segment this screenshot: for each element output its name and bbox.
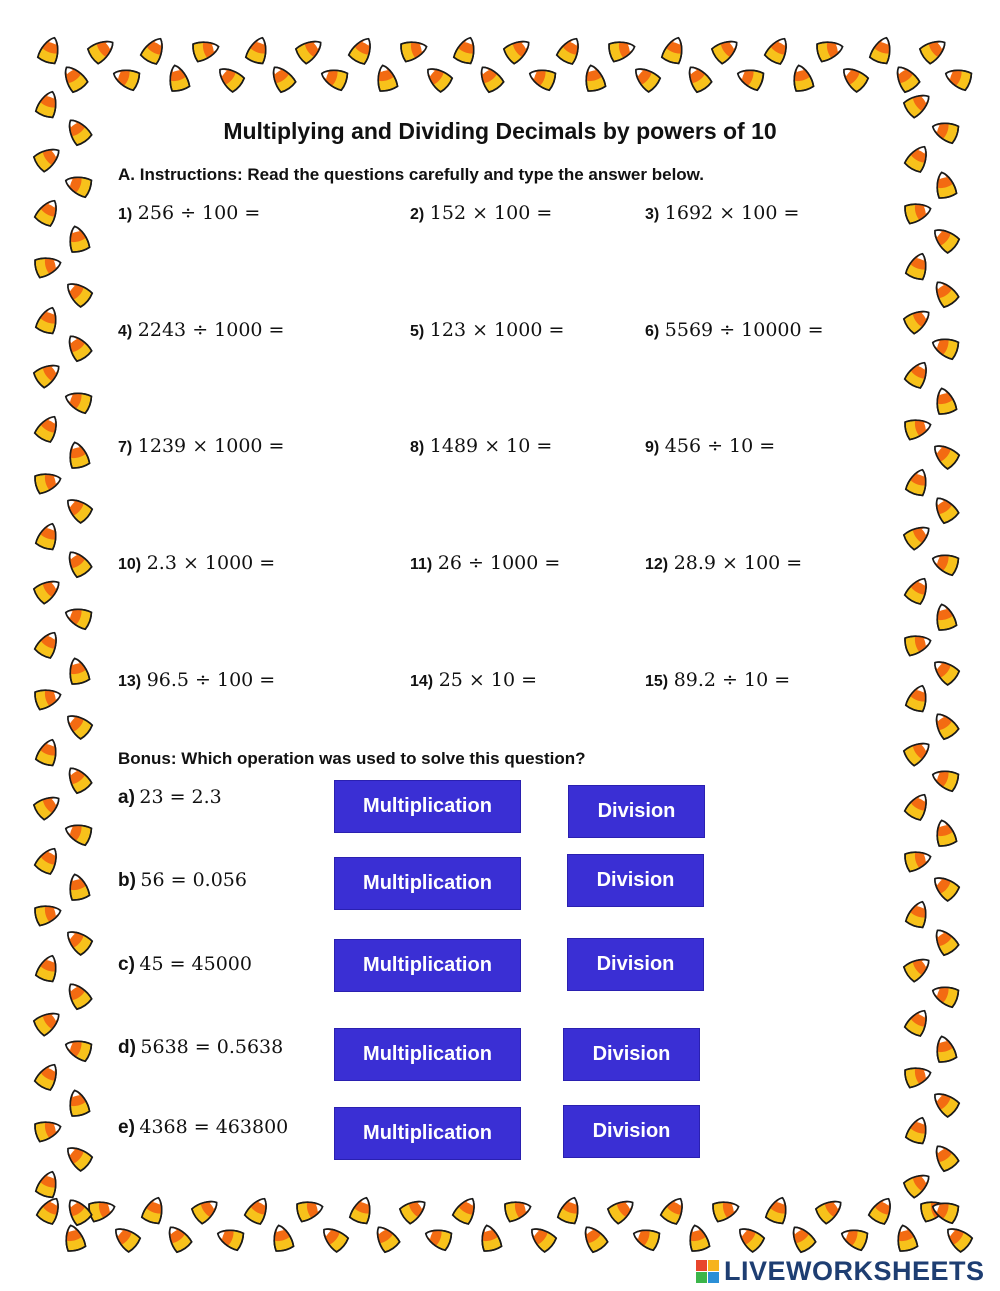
bonus-title: Bonus: Which operation was used to solve this question? [118, 749, 586, 768]
candy-corn-icon [904, 632, 933, 656]
candy-corn-icon [62, 278, 93, 308]
candy-corn-icon [163, 1222, 193, 1253]
candy-corn-icon [903, 521, 934, 551]
candy-corn-icon [930, 766, 960, 792]
question-10 [118, 552, 275, 575]
candy-corn-icon [33, 575, 64, 605]
candy-corn-icon [215, 1225, 245, 1251]
candy-corn-icon [36, 1194, 65, 1225]
candy-corn-icon [66, 224, 90, 253]
candy-corn-icon [62, 926, 93, 956]
candy-corn-icon [35, 89, 61, 119]
division-button-e[interactable]: Division [563, 1105, 700, 1158]
question-expression: 456 ÷ 10 = [664, 435, 776, 457]
candy-corn-icon [63, 172, 93, 198]
candy-corn-icon [686, 1223, 710, 1252]
candy-corn-icon [904, 200, 933, 224]
division-button-a[interactable]: Division [568, 785, 705, 838]
candy-corn-icon [66, 872, 90, 901]
candy-corn-icon [475, 62, 505, 93]
candy-corn-icon [295, 35, 326, 65]
question-5 [410, 319, 564, 342]
candy-corn-icon [34, 412, 63, 443]
candy-corn-icon [660, 1194, 689, 1225]
question-expression: 1239 × 1000 = [137, 435, 285, 457]
question-6 [645, 319, 824, 342]
candy-corn-icon [319, 65, 349, 91]
candy-corn-icon [400, 38, 429, 62]
candy-corn-icon [270, 1223, 294, 1252]
candy-corn-icon [192, 38, 221, 62]
candy-corn-icon [839, 1225, 869, 1251]
candy-corn-icon [943, 65, 973, 91]
question-9 [645, 435, 775, 458]
candy-corn-icon [630, 63, 661, 93]
candy-corn-icon [478, 1223, 502, 1252]
candy-corn-icon [422, 63, 453, 93]
question-number: 3) [645, 206, 660, 223]
candy-corn-icon [35, 737, 61, 767]
question-number: 14) [410, 673, 434, 690]
candy-corn-icon [111, 65, 141, 91]
candy-corn-icon [904, 848, 933, 872]
question-number: 13) [118, 673, 142, 690]
candy-corn-icon [607, 1195, 638, 1225]
bonus-question-expression: 23 = 2.3 [139, 786, 222, 808]
multiplication-button-d[interactable]: Multiplication [334, 1028, 521, 1081]
bonus-question-number: e) [118, 1117, 135, 1138]
bonus-question-number: c) [118, 954, 135, 975]
candy-corn-icon [66, 656, 90, 685]
candy-corn-icon [88, 1198, 117, 1222]
candy-corn-icon [526, 1223, 557, 1253]
question-number: 6) [645, 323, 660, 340]
candy-corn-icon [267, 62, 297, 93]
bonus-question-expression: 5638 = 0.5638 [140, 1036, 284, 1058]
candy-corn-icon [66, 1088, 90, 1117]
candy-corn-icon [933, 602, 957, 631]
candy-corn-icon [903, 953, 934, 983]
candy-corn-icon [711, 35, 742, 65]
candy-corn-icon [62, 494, 93, 524]
candy-corn-icon [905, 899, 931, 929]
liveworksheets-logo-icon [696, 1260, 720, 1284]
candy-corn-icon [34, 902, 63, 926]
multiplication-button-e[interactable]: Multiplication [334, 1107, 521, 1160]
candy-corn-icon [62, 710, 93, 740]
bonus-question-number: b) [118, 870, 136, 891]
candy-corn-icon [787, 1222, 817, 1253]
bonus-question-expression: 45 = 45000 [139, 953, 252, 975]
candy-corn-icon [63, 604, 93, 630]
question-number: 12) [645, 556, 669, 573]
candy-corn-icon [34, 470, 63, 494]
candy-corn-icon [930, 1198, 960, 1224]
candy-corn-icon [296, 1198, 325, 1222]
question-number: 1) [118, 206, 133, 223]
candy-corn-icon [790, 63, 814, 92]
candy-corn-icon [34, 628, 63, 659]
question-12 [645, 552, 802, 575]
question-expression: 89.2 ÷ 10 = [673, 669, 791, 691]
question-expression: 5569 ÷ 10000 = [664, 319, 824, 341]
bonus-question-number: d) [118, 1037, 136, 1058]
question-2 [410, 202, 552, 225]
division-button-c[interactable]: Division [567, 938, 704, 991]
candy-corn-icon [35, 521, 61, 551]
candy-corn-icon [904, 574, 933, 605]
candy-corn-icon [33, 1007, 64, 1037]
candy-corn-icon [608, 38, 637, 62]
candy-corn-icon [348, 34, 377, 65]
candy-corn-icon [905, 683, 931, 713]
candy-corn-icon [63, 820, 93, 846]
bonus-question-number: a) [118, 787, 135, 808]
candy-corn-icon [191, 1195, 222, 1225]
candy-corn-icon [34, 686, 63, 710]
candy-corn-icon [631, 1225, 661, 1251]
bonus-question-expression: 56 = 0.056 [140, 869, 247, 891]
candy-corn-icon [903, 1169, 934, 1199]
question-expression: 123 × 1000 = [429, 319, 565, 341]
candy-corn-icon [557, 1195, 583, 1225]
candy-corn-icon [904, 358, 933, 389]
candy-corn-icon [63, 1195, 93, 1226]
candy-corn-icon [930, 493, 960, 524]
question-8 [410, 435, 552, 458]
candy-corn-icon [903, 737, 934, 767]
candy-corn-icon [140, 34, 169, 65]
question-7 [118, 435, 284, 458]
candy-corn-icon [930, 1141, 960, 1172]
candy-corn-icon [374, 63, 398, 92]
candy-corn-icon [35, 1169, 61, 1199]
candy-corn-icon [929, 872, 960, 902]
candy-corn-icon [930, 277, 960, 308]
candy-corn-icon [63, 763, 93, 794]
candy-corn-icon [35, 953, 61, 983]
question-expression: 1692 × 100 = [664, 202, 800, 224]
candy-corn-icon [63, 547, 93, 578]
candy-corn-icon [556, 34, 585, 65]
instructions: A. Instructions: Read the questions carefully and type the answer below. [118, 165, 704, 184]
candy-corn-icon [904, 790, 933, 821]
question-14 [410, 669, 537, 692]
candy-corn-icon [869, 35, 895, 65]
candy-corn-icon [905, 467, 931, 497]
question-11 [410, 552, 560, 575]
candy-corn-icon [933, 386, 957, 415]
bonus-question-d [118, 1036, 283, 1059]
candy-corn-icon [579, 1222, 609, 1253]
candy-corn-icon [891, 62, 921, 93]
bonus-question-expression: 4368 = 463800 [139, 1116, 289, 1138]
candy-corn-icon [942, 1223, 973, 1253]
question-4 [118, 319, 284, 342]
candy-corn-icon [214, 63, 245, 93]
candy-corn-icon [904, 416, 933, 440]
candy-corn-icon [87, 35, 118, 65]
candy-corn-icon [661, 35, 687, 65]
question-number: 4) [118, 323, 133, 340]
liveworksheets-logo [696, 1256, 985, 1287]
candy-corn-icon [933, 170, 957, 199]
question-number: 2) [410, 206, 425, 223]
candy-corn-icon [933, 818, 957, 847]
candy-corn-icon [815, 1195, 846, 1225]
question-expression: 2.3 × 1000 = [146, 552, 276, 574]
candy-corn-icon [34, 1118, 63, 1142]
question-number: 7) [118, 439, 133, 456]
candy-corn-icon [735, 65, 765, 91]
candy-corn-icon [929, 656, 960, 686]
candy-corn-icon [244, 1194, 273, 1225]
candy-corn-icon [903, 305, 934, 335]
question-1 [118, 202, 260, 225]
question-expression: 152 × 100 = [429, 202, 553, 224]
candy-corn-icon [452, 1194, 481, 1225]
question-number: 11) [410, 556, 433, 573]
candy-corn-icon [919, 35, 950, 65]
candy-corn-icon [33, 791, 64, 821]
question-3 [645, 202, 799, 225]
question-expression: 256 ÷ 100 = [137, 202, 261, 224]
candy-corn-icon [349, 1195, 375, 1225]
candy-corn-icon [63, 388, 93, 414]
question-number: 8) [410, 439, 425, 456]
candy-corn-icon [929, 1088, 960, 1118]
candy-corn-icon [904, 1006, 933, 1037]
question-expression: 2243 ÷ 1000 = [137, 319, 285, 341]
candy-corn-icon [63, 979, 93, 1010]
candy-corn-icon [504, 1198, 533, 1222]
candy-corn-icon [503, 35, 534, 65]
candy-corn-icon [34, 844, 63, 875]
bonus-question-e [118, 1116, 288, 1139]
candy-corn-icon [816, 38, 845, 62]
multiplication-button-a[interactable]: Multiplication [334, 780, 521, 833]
candy-corn-icon [62, 1223, 86, 1252]
candy-corn-icon [894, 1223, 918, 1252]
candy-corn-icon [63, 331, 93, 362]
question-13 [118, 669, 275, 692]
division-button-b[interactable]: Division [567, 854, 704, 907]
page-title: Multiplying and Dividing Decimals by powers of 10 [223, 118, 777, 144]
bonus-question-b [118, 869, 247, 892]
candy-corn-icon [318, 1223, 349, 1253]
candy-corn-icon [34, 254, 63, 278]
question-expression: 26 ÷ 1000 = [437, 552, 561, 574]
multiplication-button-c[interactable]: Multiplication [334, 939, 521, 992]
question-number: 5) [410, 323, 425, 340]
candy-corn-icon [904, 142, 933, 173]
question-expression: 25 × 10 = [438, 669, 537, 691]
candy-corn-icon [59, 62, 89, 93]
bonus-question-c [118, 953, 252, 976]
candy-corn-icon [930, 982, 960, 1008]
candy-corn-icon [712, 1198, 741, 1222]
candy-corn-icon [62, 1142, 93, 1172]
candy-corn-icon [141, 1195, 167, 1225]
candy-corn-icon [905, 251, 931, 281]
candy-corn-icon [930, 334, 960, 360]
question-expression: 96.5 ÷ 100 = [146, 669, 276, 691]
candy-corn-icon [933, 1034, 957, 1063]
candy-corn-icon [453, 35, 479, 65]
candy-corn-icon [683, 62, 713, 93]
candy-corn-icon [904, 1064, 933, 1088]
candy-corn-icon [33, 359, 64, 389]
liveworksheets-logo-text: LIVEWORKSHEETS [724, 1256, 985, 1286]
candy-corn-icon [35, 305, 61, 335]
candy-corn-icon [527, 65, 557, 91]
candy-corn-icon [929, 440, 960, 470]
candy-corn-icon [764, 34, 793, 65]
candy-corn-icon [903, 89, 934, 119]
candy-corn-icon [920, 1198, 949, 1222]
multiplication-button-b[interactable]: Multiplication [334, 857, 521, 910]
candy-corn-icon [245, 35, 271, 65]
candy-corn-icon [33, 143, 64, 173]
candy-corn-icon [37, 35, 63, 65]
candy-corn-icon [110, 1223, 141, 1253]
candy-corn-icon [63, 1036, 93, 1062]
bonus-question-a [118, 786, 222, 809]
candy-corn-icon [34, 1060, 63, 1091]
candy-corn-icon [423, 1225, 453, 1251]
candy-corn-icon [66, 440, 90, 469]
candy-corn-icon [765, 1195, 791, 1225]
candy-corn-icon [905, 1115, 931, 1145]
candy-corn-icon [930, 550, 960, 576]
candy-corn-icon [929, 224, 960, 254]
candy-corn-icon [930, 925, 960, 956]
candy-corn-icon [734, 1223, 765, 1253]
candy-corn-icon [838, 63, 869, 93]
division-button-d[interactable]: Division [563, 1028, 700, 1081]
candy-corn-icon [34, 196, 63, 227]
candy-corn-icon [868, 1194, 897, 1225]
question-number: 15) [645, 673, 669, 690]
candy-corn-icon [371, 1222, 401, 1253]
question-15 [645, 669, 790, 692]
question-number: 10) [118, 556, 142, 573]
candy-corn-icon [930, 709, 960, 740]
question-expression: 28.9 × 100 = [673, 552, 803, 574]
candy-corn-icon [166, 63, 190, 92]
question-expression: 1489 × 10 = [429, 435, 553, 457]
candy-corn-icon [399, 1195, 430, 1225]
candy-corn-icon [582, 63, 606, 92]
question-number: 9) [645, 439, 660, 456]
